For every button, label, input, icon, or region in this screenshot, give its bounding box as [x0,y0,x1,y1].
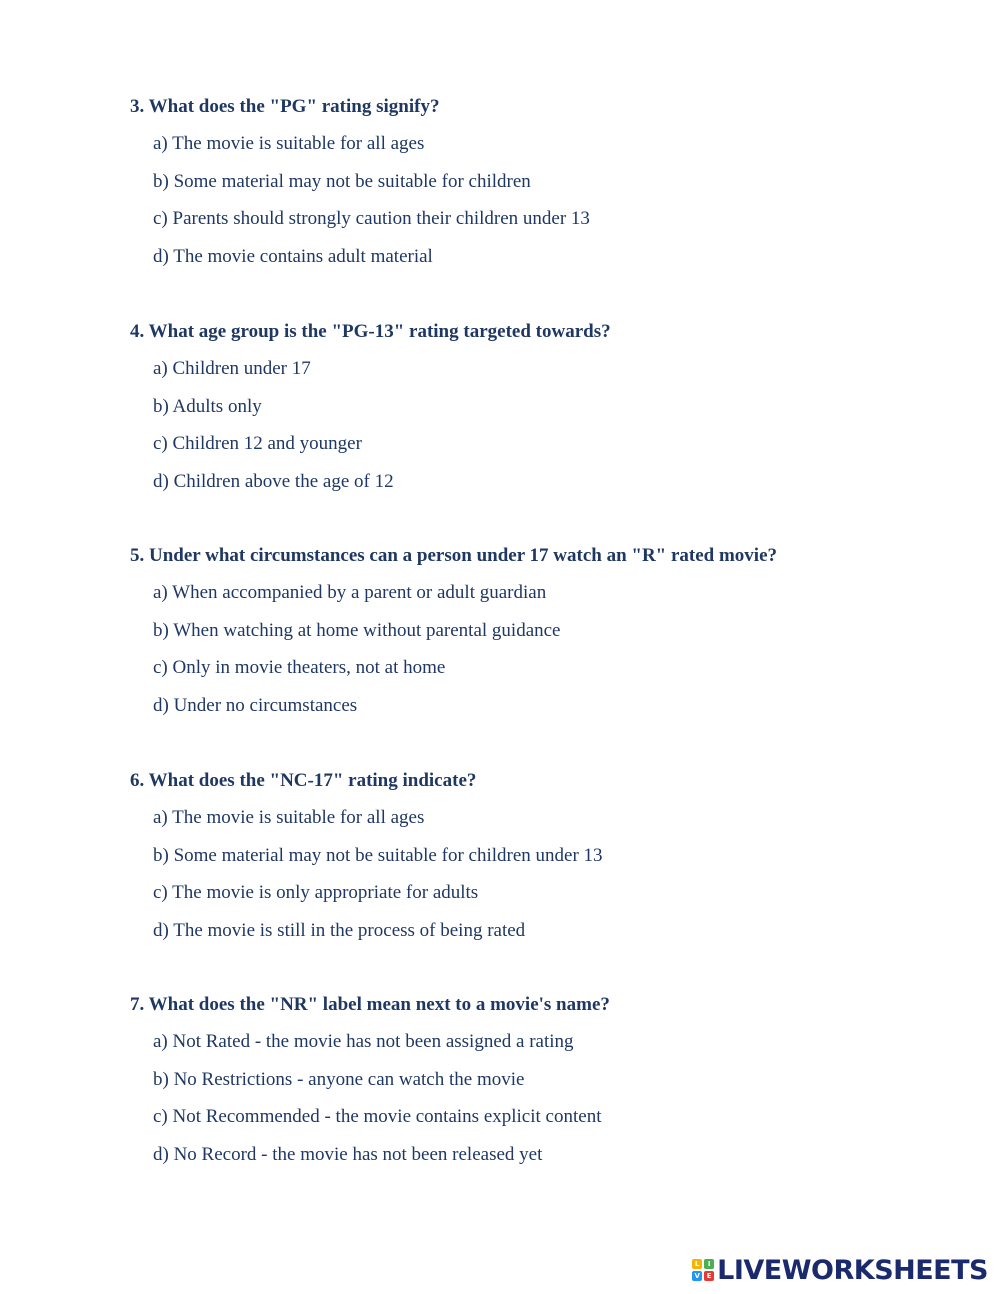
question-4-option-d[interactable]: d) Children above the age of 12 [153,470,394,492]
question-5-option-d[interactable]: d) Under no circumstances [153,694,358,716]
question-6-option-a[interactable]: a) The movie is suitable for all ages [153,807,425,829]
question-3-title: 3. What does the "PG" rating signify? [130,96,440,117]
question-4-title: 4. What age group is the "PG-13" rating targeted towards? [130,321,611,342]
question-5-option-c[interactable]: c) Only in movie theaters, not at home [153,657,446,679]
question-5-title: 5. Under what circumstances can a person under 17 watch an "R" rated movie? [130,545,778,566]
question-3-option-c[interactable]: c) Parents should strongly caution their children under 13 [153,208,590,230]
question-4 [130,321,950,493]
question-5-option-a[interactable]: a) When accompanied by a parent or adult guardian [153,582,547,604]
liveworksheets-brand [692,1254,988,1286]
question-7-option-d[interactable]: d) No Record - the movie has not been released yet [153,1143,543,1165]
question-7-option-b[interactable]: b) No Restrictions - anyone can watch the movie [153,1068,525,1090]
question-6-option-d[interactable]: d) The movie is still in the process of being rated [153,919,526,941]
question-4-option-c[interactable]: c) Children 12 and younger [153,433,362,455]
question-5-option-b[interactable]: b) When watching at home without parental guidance [153,619,561,641]
logo-tile-i: I [704,1259,714,1269]
question-6-title: 6. What does the "NC-17" rating indicate? [130,770,477,791]
question-7 [130,994,950,1166]
question-7-option-a[interactable]: a) Not Rated - the movie has not been assigned a rating [153,1031,574,1053]
logo-tile-l: L [692,1259,702,1269]
question-3-option-b[interactable]: b) Some material may not be suitable for children [153,170,531,192]
logo-tile-e: E [704,1271,714,1281]
question-6-option-c[interactable]: c) The movie is only appropriate for adults [153,882,479,904]
question-4-option-a[interactable]: a) Children under 17 [153,358,311,380]
liveworksheets-wordmark: LIVEWORKSHEETS [717,1254,988,1286]
question-3 [130,96,950,268]
question-3-option-a[interactable]: a) The movie is suitable for all ages [153,133,425,155]
question-4-option-b[interactable]: b) Adults only [153,395,262,417]
question-3-option-d[interactable]: d) The movie contains adult material [153,245,433,267]
question-7-title: 7. What does the "NR" label mean next to a movie's name? [130,994,610,1015]
logo-tile-v: V [692,1271,702,1281]
liveworksheets-logo-icon [692,1259,714,1281]
question-6-option-b[interactable]: b) Some material may not be suitable for children under 13 [153,844,603,866]
question-7-option-c[interactable]: c) Not Recommended - the movie contains explicit content [153,1106,602,1128]
question-5 [130,545,950,717]
question-6 [130,770,950,942]
